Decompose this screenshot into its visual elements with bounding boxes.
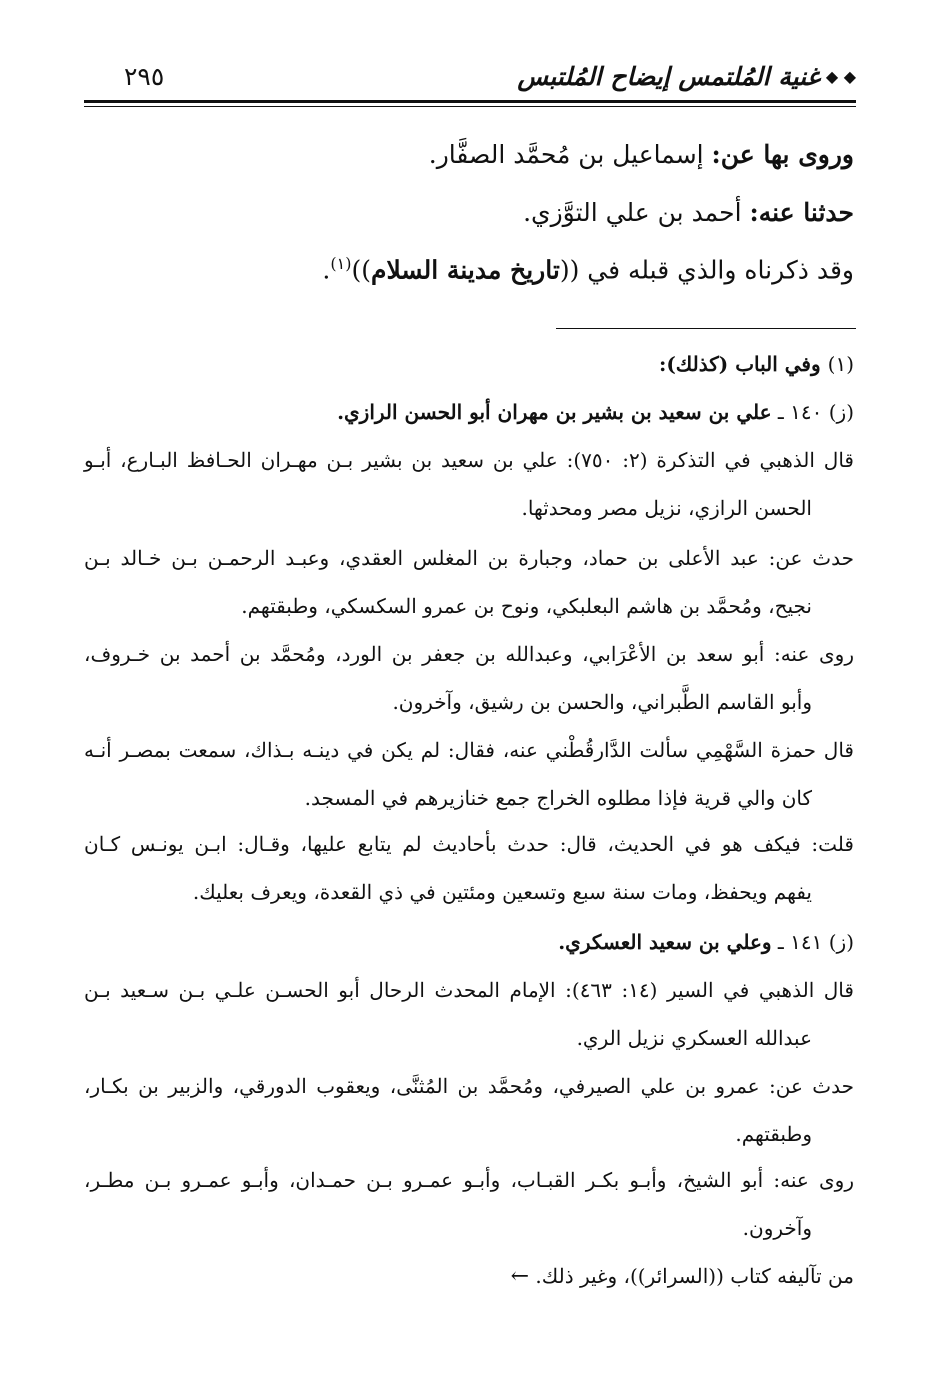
entry-140-heading: (ز) ١٤٠ ـ علي بن سعيد بن بشير بن مهران أبو الحسن الرازي. [337, 400, 854, 424]
page-number: ٢٩٥ [124, 62, 165, 91]
footnote-line: حدث عن: عمرو بن علي الصيرفي، ومُحمَّد بن المُثنَّى، ويعقوب الدورقي، والزبير بن بكـار، [84, 1074, 854, 1098]
footnote-marker: (١) [330, 254, 352, 273]
footnote-separator [556, 328, 856, 329]
narration-line: حدثنا عنه: أحمد بن علي التوَّزي. [523, 198, 854, 227]
footnote-line: قال الذهبي في التذكرة (٢: ٧٥٠): علي بن سعيد بن بشير بـن مهـران الحـافظ البـارع، أبـو [84, 448, 854, 472]
footnote-line: قال الذهبي في السير (١٤: ٤٦٣): الإمام المحدث الرحال أبو الحسـن علـي بـن سـعيد بـن [84, 978, 854, 1002]
footnote-line: قال حمزة السَّهْمِي سألت الدَّارقُطْني عنه، فقال: لم يكن في دينـه بـذاك، سمعت بمصـر أنـه [84, 738, 854, 762]
footnote-line: عبدالله العسكري نزيل الري. [576, 1026, 812, 1050]
narration-line: وقد ذكرناه والذي قبله في ((تاريخ مدينة السلام))$^{(١)}$. [322, 254, 854, 285]
footnote-heading: (١) وفي الباب (كذلك): [658, 352, 854, 376]
footnote-line: نجيح، ومُحمَّد بن هاشم البعلبكي، ونوح بن عمرو السكسكي، وطبقتهم. [241, 594, 812, 618]
continue-arrow-icon: ← [510, 1264, 530, 1289]
footnote-line: وطبقتهم. [735, 1122, 812, 1146]
footnote-line: يفهم ويحفظ، ومات سنة سبع وتسعين ومئتين في ذي القعدة، ويعرف بعليك. [192, 880, 812, 904]
running-header [84, 58, 856, 94]
narration-line: وروى بها عن: إسماعيل بن مُحمَّد الصفَّار. [428, 140, 854, 169]
header-rule-thick [84, 100, 856, 103]
diamond-ornament-icon: ◆ ◆ [825, 67, 856, 86]
entry-141-heading: (ز) ١٤١ ـ وعلي بن سعيد العسكري. [558, 930, 854, 954]
footnote-line: كان والي قرية فإذا مطلوه الخراج جمع خنازيرهم في المسجد. [304, 786, 812, 810]
footnote-line: حدث عن: عبد الأعلى بن حماد، وجبارة بن المغلس العقدي، وعبـد الرحمـن بـن خـالد بـن [84, 546, 854, 570]
footnote-line: روى عنه: أبو الشيخ، وأبـو بكـر القبـاب، وأبـو عمـرو بـن حمـدان، وأبـو عمـرو بـن مطـر، [84, 1168, 854, 1192]
book-title: ◆ ◆غنية المُلتمس إيضاح المُلتبس [517, 62, 856, 91]
footnote-line: روى عنه: أبو سعد بن الأعْرَابي، وعبدالله بن جعفر بن الورد، ومُحمَّد بن أحمد بن خـروف، [84, 642, 854, 666]
footnote-line: قلت: فيكف هو في الحديث، قال: حدث بأحاديث لم يتابع عليها، وقـال: ابـن يونـس كـان [84, 832, 854, 856]
footnote-line: وأبو القاسم الطَّبراني، والحسن بن رشيق، وآخرون. [392, 690, 812, 714]
footnote-line: من تآليفه كتاب ((السرائر))، وغير ذلك. ← [510, 1264, 854, 1289]
footnote-line: الحسن الرازي، نزيل مصر ومحدثها. [521, 496, 812, 520]
header-rule-thin [84, 106, 856, 107]
footnote-line: وآخرون. [742, 1216, 812, 1240]
